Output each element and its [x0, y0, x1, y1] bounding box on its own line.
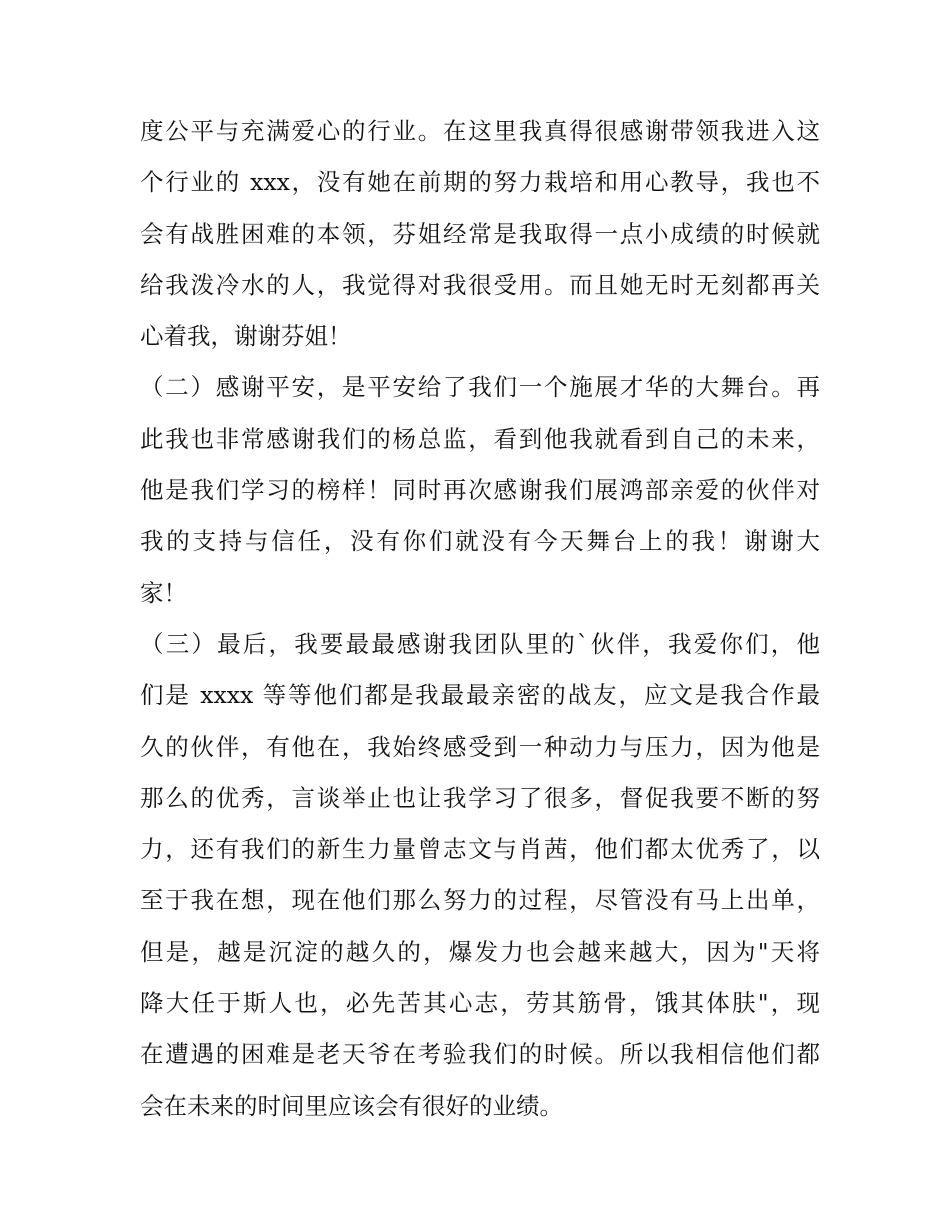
- text-line: 个行业的 xxx，没有她在前期的努力栽培和用心教导，我也不: [140, 168, 820, 197]
- text-line: 度公平与充满爱心的行业。在这里我真得很感谢带领我进入这: [140, 117, 820, 145]
- text-line: 降大任于斯人也，必先苦其心志，劳其筋骨，饿其体肤"，现: [140, 989, 820, 1018]
- document-body-text: [140, 106, 820, 1132]
- text-line: 们是 xxxx 等等他们都是我最最亲密的战友，应文是我合作最: [140, 681, 820, 710]
- text-line: 会在未来的时间里应该会有很好的业绩。: [140, 1091, 563, 1120]
- text-line: 家！: [140, 578, 187, 607]
- text-line: 力，还有我们的新生力量曾志文与肖茜，他们都太优秀了，以: [140, 835, 820, 864]
- text-line: 此我也非常感谢我们的杨总监，看到他我就看到自己的未来，: [140, 424, 820, 453]
- text-line: 给我泼冷水的人，我觉得对我很受用。而且她无时无刻都再关: [140, 270, 820, 299]
- text-line: 至于我在想，现在他们那么努力的过程，尽管没有马上出单，: [140, 886, 820, 915]
- text-line: 但是，越是沉淀的越久的，爆发力也会越来越大，因为"天将: [140, 937, 820, 966]
- text-line: 会有战胜困难的本领，芬姐经常是我取得一点小成绩的时候就: [140, 219, 820, 248]
- text-line: 在遭遇的困难是老天爷在考验我们的时候。所以我相信他们都: [140, 1040, 820, 1069]
- text-line: 我的支持与信任，没有你们就没有今天舞台上的我！谢谢大: [140, 527, 820, 556]
- text-line: 心着我，谢谢芬姐！: [140, 322, 352, 351]
- text-line: 久的伙伴，有他在，我始终感受到一种动力与压力，因为他是: [140, 732, 820, 761]
- text-line: （二）感谢平安，是平安给了我们一个施展才华的大舞台。再: [140, 373, 820, 402]
- text-line: （三）最后，我要最最感谢我团队里的`伙伴，我爱你们，他: [140, 629, 820, 658]
- text-line: 那么的优秀，言谈举止也让我学习了很多，督促我要不断的努: [140, 783, 820, 812]
- text-line: 他是我们学习的榜样！同时再次感谢我们展鸿部亲爱的伙伴对: [140, 476, 820, 505]
